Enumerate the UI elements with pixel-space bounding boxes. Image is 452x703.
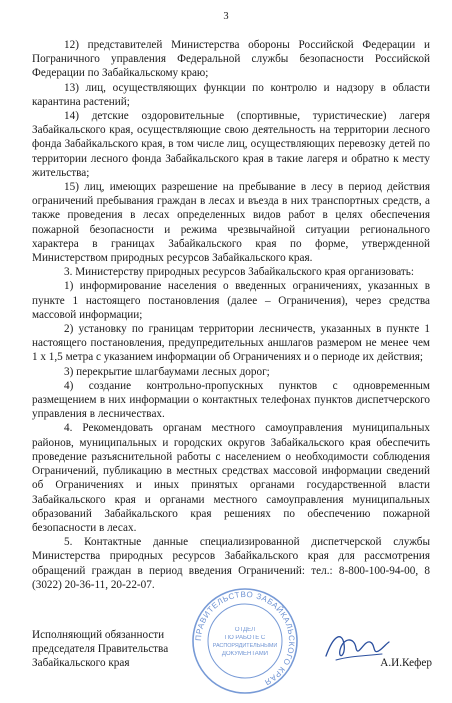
- signer-name: А.И.Кефер: [380, 657, 432, 669]
- paragraph-clause-3-item-4: 4) создание контрольно-пропускных пунктов с одновременным размещением в них информации о контактных телефонах пунктов диспетчерского управления в лесничествах.: [32, 379, 430, 421]
- paragraph-clause-3-item-1: 1) информирование населения о введенных ограничениях, указанных в пункте 1 настоящего постановления (далее – Ограничения), через средства массовой информации;: [32, 280, 430, 321]
- paragraph-item-14: 14) детские оздоровительные (спортивные, туристические) лагеря Забайкальского края, осуществляющие свою деятельность на территории лесного фонда Забайкальского края, в том числе лиц, осуществляющих перевозку детей по территории лесного фонда Забайкальского края в такие лагеря и обратно к месту жительства;: [32, 110, 430, 179]
- page-number: 3: [223, 11, 229, 22]
- stamp-center-line-1: ОТДЕЛ: [234, 627, 256, 633]
- stamp-ring-text: ПРАВИТЕЛЬСТВО ЗАБАЙКАЛЬСКОГО КРАЯ: [193, 589, 297, 688]
- paragraph-clause-3: 3. Министерству природных ресурсов Забайкальского края организовать:: [64, 266, 415, 279]
- signer-title-line-3: Забайкальского края: [32, 657, 130, 669]
- stamp-center-line-2: ПО РАБОТЕ С: [224, 635, 266, 641]
- paragraph-clause-4: 4. Рекомендовать органам местного самоуправления муниципальных районов, муниципальных и городских округов Забайкальского края обеспечить проведение разъяснительной работы с населением о необходимости соблюдения Ограничений, публикацию в местных средствах массовой информации сведений об Ограничениях и иных принятых органами государственной власти Забайкальского края и органами местного самоуправления муниципальных образований Забайкальского края решениях по обеспечению пожарной безопасности в лесах.: [32, 422, 430, 534]
- signer-title-line-1: Исполняющий обязанности: [32, 629, 165, 641]
- handwritten-signature: [320, 626, 392, 668]
- paragraph-item-15: 15) лиц, имеющих разрешение на пребывание в лесу в период действия ограничений пребывания граждан в лесах и въезда в них транспортных средств, а также проведения в лесах определенных видов работ в целях обеспечения пожарной безопасности и режима чрезвычайной ситуации регионального характера в границах Забайкальского края по форме, утвержденной Министерством природных ресурсов Забайкальского края.: [32, 181, 430, 265]
- paragraph-clause-3-item-3: 3) перекрытие шлагбаумами лесных дорог;: [64, 365, 270, 378]
- paragraph-clause-5: 5. Контактные данные специализированной диспетчерской службы Министерства природных ресурсов Забайкальского края для рассмотрения обращений граждан в период введения Ограничений: тел.: 8-800-100-94-00, 8 (3022) 20-36-11, 20-22-07.: [32, 536, 430, 591]
- signer-title-line-2: председателя Правительства: [32, 643, 169, 655]
- paragraph-item-13: 13) лиц, осуществляющих функции по контролю и надзору в области карантина растений;: [32, 81, 430, 108]
- document-body: [32, 38, 430, 592]
- paragraph-clause-3-item-2: 2) установку по границам территории лесничеств, указанных в пункте 1 настоящего постановления, предупредительных аншлагов размером не менее чем 1 х 1,5 метра с указанием информации об Ограничениях и о периоде их действия;: [32, 323, 430, 364]
- stamp-center-line-4: ДОКУМЕНТАМИ: [221, 651, 269, 657]
- stamp-center-line-3: РАСПОРЯДИТЕЛЬНЫМИ: [212, 643, 278, 649]
- paragraph-item-12: 12) представителей Министерства обороны Российской Федерации и Пограничного управления Федеральной службы безопасности Российской Федерации по Забайкальскому краю;: [32, 39, 430, 80]
